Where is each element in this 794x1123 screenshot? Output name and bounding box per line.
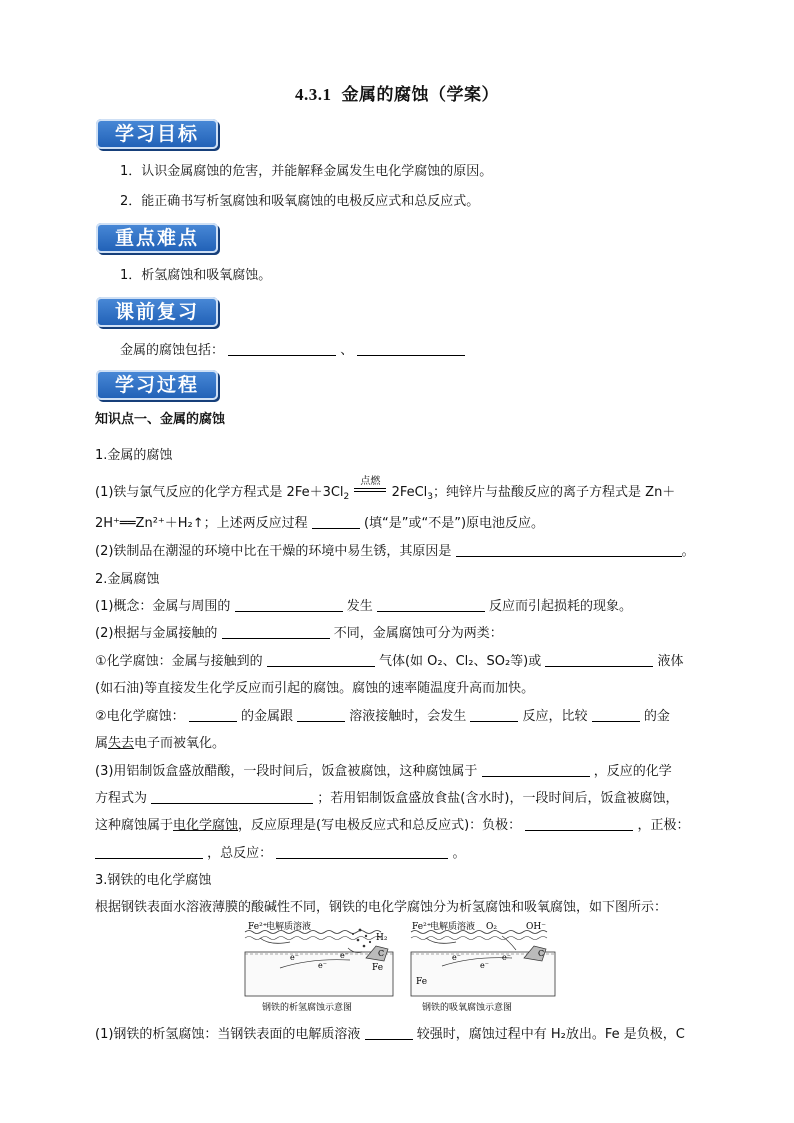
text-span: 反应，比较 [522, 709, 588, 724]
section-banner-objectives: 学习目标 [96, 119, 218, 149]
answer-blank[interactable] [545, 652, 653, 667]
text-span: (1)钢铁的析氢腐蚀：当钢铁表面的电解质溶液 [95, 1027, 361, 1042]
kp1-h1: 1.金属的腐蚀 [95, 448, 173, 463]
diagram-left-caption: 钢铁的析氢腐蚀示意图 [262, 1003, 353, 1013]
answer-blank[interactable] [357, 341, 465, 356]
text-span: (2)根据与金属接触的 [95, 626, 218, 641]
answer-blank[interactable] [456, 542, 682, 557]
text-span: ；若用铝制饭盒盛放食盐(含水时)，一段时间后，饭盒被腐蚀， [317, 791, 679, 806]
diagram-left-electron: e⁻ [318, 961, 327, 970]
answer-blank[interactable] [189, 707, 237, 722]
kp1-c3 [95, 652, 684, 672]
text-span: ①化学腐蚀：金属与接触到的 [95, 654, 263, 669]
diagram-right-electron: e⁻ [502, 953, 511, 962]
kp1-c1 [95, 597, 632, 617]
answer-blank[interactable] [267, 652, 375, 667]
text-span: 不同，金属腐蚀可分为两类： [333, 626, 503, 641]
corrosion-diagram-svg [240, 918, 560, 1016]
oxygen-corrosion-diagram [411, 920, 555, 1013]
text-span: (1)概念：金属与周围的 [95, 599, 231, 614]
kp1-c4: (如石油)等直接发生化学反应而引起的腐蚀。腐蚀的速率随温度升高而加快。 [95, 681, 535, 696]
text-span: 的金 [643, 709, 670, 724]
objective-2: 2．能正确书写析氢腐蚀和吸氧腐蚀的电极反应式和总反应式。 [120, 194, 480, 209]
kp1-p1-line2 [95, 514, 544, 534]
objective-1: 1．认识金属腐蚀的危害，并能解释金属发生电化学腐蚀的原因。 [120, 164, 493, 179]
diagram-right-electron: e⁻ [480, 961, 489, 970]
kp1-c6 [95, 734, 225, 754]
text-span: (1)铁与氯气反应的化学方程式是 2Fe＋3Cl [95, 485, 344, 500]
text-span: (填“是”或“不是”)原电池反应。 [363, 516, 545, 531]
kp1-c2 [95, 624, 503, 644]
kp1-h2: 2.金属腐蚀 [95, 572, 160, 587]
kp1-d1: 根据钢铁表面水溶液薄膜的酸碱性不同，钢铁的电化学腐蚀分为析氢腐蚀和吸氧腐蚀，如下图所示： [95, 900, 668, 915]
kp1-c8 [95, 789, 678, 809]
kp1-p1-line1 [95, 476, 676, 507]
answer-blank[interactable] [235, 597, 343, 612]
diagram-right-solution: 电解质溶液 [430, 922, 476, 932]
text-span: ；纯锌片与盐酸反应的离子方程式是 Zn＋ [433, 485, 676, 500]
text-span: (3)用铝制饭盒盛放醋酸，一段时间后，饭盒被腐蚀，这种腐蚀属于 [95, 764, 478, 779]
answer-blank[interactable] [297, 707, 345, 722]
answer-blank[interactable] [222, 624, 330, 639]
diagram-right-o2: O₂ [486, 922, 497, 932]
diagram-left-electron: e⁻ [290, 953, 299, 962]
answer-blank[interactable] [276, 844, 448, 859]
diagram-left-gas: H₂ [376, 933, 388, 943]
reaction-arrow [353, 476, 387, 503]
text-span: 液体 [657, 654, 684, 669]
text-span: 溶液接触时，会发生 [349, 709, 467, 724]
kp1-c10 [95, 844, 465, 864]
text-span: 2H⁺══Zn²⁺＋H₂↑；上述两反应过程 [95, 516, 308, 531]
answer-blank[interactable] [592, 707, 640, 722]
diagram-right-caption: 钢铁的吸氧腐蚀示意图 [422, 1003, 513, 1013]
text-span: ，总反应： [207, 846, 273, 861]
answer-blank[interactable] [482, 762, 590, 777]
text-span: 的金属跟 [240, 709, 293, 724]
answer-blank[interactable] [525, 816, 633, 831]
answer-blank[interactable] [365, 1025, 413, 1040]
answer-blank[interactable] [151, 789, 313, 804]
text-span: ，反应的化学 [593, 764, 672, 779]
text-span: 方程式为 [95, 791, 148, 806]
text-span: (2)铁制品在潮湿的环境中比在干燥的环境中易生锈，其原因是 [95, 544, 452, 559]
text-span: 较强时，腐蚀过程中有 H₂放出。Fe 是负极，C [416, 1027, 685, 1042]
answer-blank[interactable] [377, 597, 485, 612]
hydrogen-corrosion-diagram [245, 920, 393, 1013]
kp1-p2 [95, 542, 695, 562]
section-banner-review: 课前复习 [96, 297, 218, 327]
review-label: 金属的腐蚀包括： [120, 343, 225, 358]
section-banner-process: 学习过程 [96, 370, 218, 400]
text-span: 属 [95, 736, 109, 751]
answer-blank[interactable] [470, 707, 518, 722]
review-line [120, 341, 465, 361]
section-banner-keypoints: 重点难点 [96, 223, 218, 253]
text-span: 反应而引起损耗的现象。 [489, 599, 633, 614]
text-span: 电子而被氧化。 [134, 736, 226, 751]
diagram-right-carbon: C [538, 949, 545, 958]
reaction-condition: 点燃 [360, 476, 381, 487]
underlined-text: 失去 [108, 736, 135, 751]
diagram-right-electron: e⁻ [452, 953, 461, 962]
corrosion-diagrams [240, 918, 560, 1016]
keypoint-1: 1．析氢腐蚀和吸氧腐蚀。 [120, 268, 272, 283]
text-span: 。 [452, 846, 466, 861]
text-span: ，反应原理是(写电极反应式和总反应式)：负极： [238, 818, 522, 833]
kp1-e1 [95, 1025, 685, 1045]
kp1-c5 [95, 707, 670, 727]
text-span: 气体(如 O₂、Cl₂、SO₂等)或 [378, 654, 542, 669]
text-span: 这种腐蚀属于 [95, 818, 174, 833]
diagram-right-oh: OH⁻ [526, 922, 546, 932]
text-span: ，正极： [637, 818, 690, 833]
text-span: ②电化学腐蚀： [95, 709, 185, 724]
kp1-h3: 3.钢铁的电化学腐蚀 [95, 873, 212, 888]
diagram-left-carbon: C [378, 949, 385, 958]
kp1-c7 [95, 762, 672, 782]
kp1-heading: 知识点一、金属的腐蚀 [95, 412, 226, 427]
sub-3: 3 [427, 492, 434, 502]
answer-blank[interactable] [228, 341, 336, 356]
diagram-left-solution: 电解质溶液 [266, 922, 312, 932]
answer-blank[interactable] [312, 514, 360, 529]
text-span: 2FeCl [391, 485, 428, 500]
title-number: 4.3.1 [295, 85, 332, 104]
underlined-text: 电化学腐蚀 [173, 818, 239, 833]
diagram-left-ion: Fe²⁺ [248, 922, 268, 932]
text-span: 发生 [346, 599, 373, 614]
diagram-left-metal: Fe [372, 963, 384, 973]
page-title [0, 80, 794, 105]
kp1-c9 [95, 816, 689, 836]
diagram-right-ion: Fe²⁺ [412, 922, 432, 932]
title-text: 金属的腐蚀（学案） [341, 85, 499, 105]
text-span: 。 [681, 544, 695, 559]
diagram-left-electron: e⁻ [340, 951, 349, 960]
review-sep: 、 [340, 343, 354, 358]
answer-blank[interactable] [95, 844, 203, 859]
diagram-right-metal: Fe [416, 977, 428, 987]
sub-2: 2 [343, 492, 350, 502]
